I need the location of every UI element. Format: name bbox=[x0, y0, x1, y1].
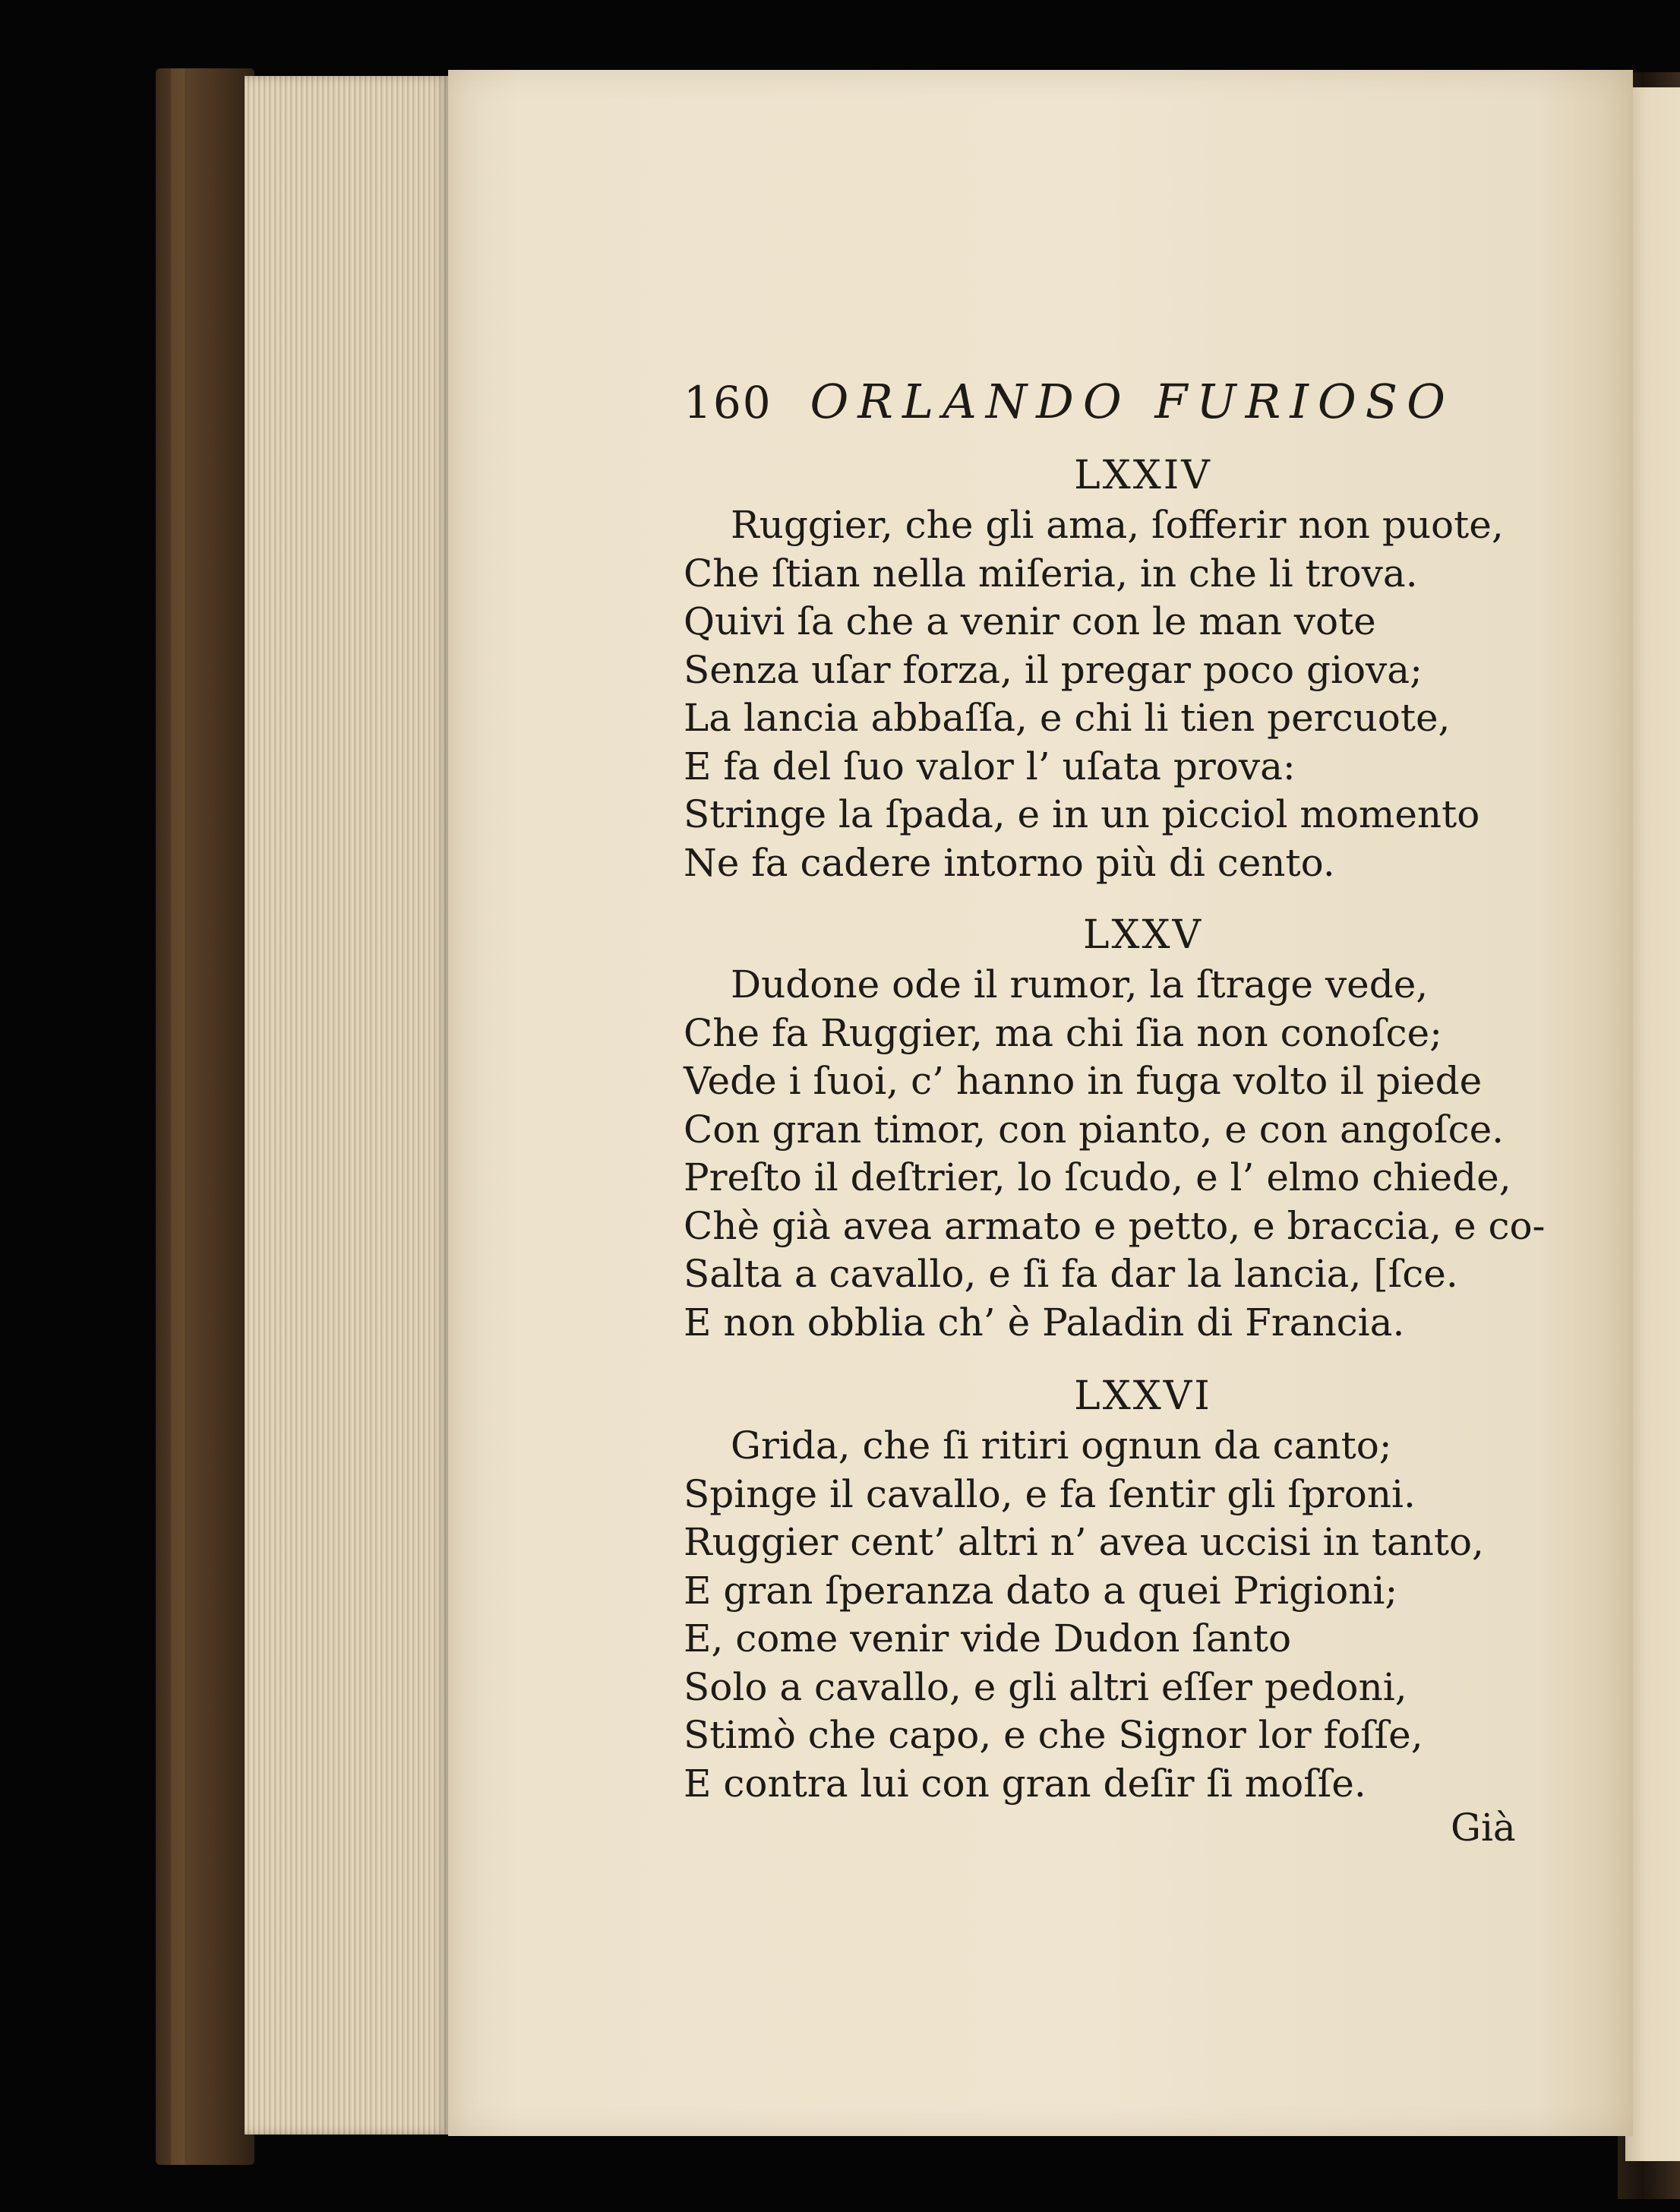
verse-line: Grida, che ſi ritiri ognun da canto; bbox=[731, 1424, 1392, 1468]
verse-line: Solo a cavallo, e gli altri eſſer pedoni, bbox=[684, 1664, 1407, 1709]
stanza bbox=[684, 450, 1519, 887]
verse-line: Ruggier cent’ altri n’ avea uccisi in tanto, bbox=[684, 1520, 1484, 1564]
verse-line: Senza uſar forza, il pregar poco giova; bbox=[684, 647, 1423, 692]
book-cover-left bbox=[156, 68, 254, 2165]
running-title: ORLANDO FURIOSO bbox=[810, 374, 1454, 429]
stanza-number: LXXV bbox=[1082, 912, 1204, 958]
catchword: Già bbox=[1451, 1806, 1516, 1850]
page-number: 160 bbox=[684, 377, 772, 428]
verse-line: E gran ſperanza dato a quei Prigioni; bbox=[684, 1568, 1398, 1613]
verse-line: Salta a cavallo, e ſi fa dar la lancia, [ſce. bbox=[684, 1252, 1458, 1296]
verse-line: Ne fa cadere intorno più di cento. bbox=[684, 840, 1335, 885]
verse-line: Dudone ode il rumor, la ſtrage vede, bbox=[731, 962, 1429, 1006]
verse-line: Spinge il cavallo, e fa ſentir gli ſproni. bbox=[684, 1471, 1416, 1516]
running-header bbox=[684, 374, 1454, 429]
verse-line: Quivi ſa che a venir con le man vote bbox=[684, 599, 1376, 643]
verse-line: Chè già avea armato e petto, e braccia, e co- bbox=[684, 1203, 1546, 1248]
verse-line: Stringe la ſpada, e in un picciol momento bbox=[684, 792, 1480, 836]
verse-line: E fa del ſuo valor l’ uſata prova: bbox=[684, 744, 1296, 788]
verse-line: E, come venir vide Dudon ſanto bbox=[684, 1616, 1292, 1661]
verse-line: Ruggier, che gli ama, ſofferir non puote, bbox=[731, 503, 1504, 547]
verse-line: Con gran timor, con pianto, e con angoſce. bbox=[684, 1107, 1505, 1152]
stanza bbox=[684, 1370, 1519, 1808]
book-page bbox=[448, 70, 1633, 2136]
verse-line: Stimò che capo, e che Signor lor foſſe, bbox=[684, 1713, 1423, 1757]
stanza-number: LXXIV bbox=[1074, 453, 1212, 498]
verse-line: Vede i ſuoi, c’ hanno in fuga volto il piede bbox=[684, 1059, 1483, 1103]
verse-line: Che ſtian nella miſeria, in che li trova. bbox=[684, 551, 1418, 596]
verse-line: E contra lui con gran deſir ſi moſſe. bbox=[684, 1761, 1366, 1806]
verse-line: La lancia abbaſſa, e chi li tien percuote, bbox=[684, 696, 1451, 740]
facing-page-edge bbox=[1625, 87, 1680, 2161]
stanza bbox=[684, 909, 1546, 1347]
page-edges bbox=[245, 76, 450, 2135]
verse-line: Che fa Ruggier, ma chi ſia non conoſce; bbox=[684, 1010, 1442, 1055]
stanza-number: LXXVI bbox=[1074, 1373, 1212, 1419]
page-text bbox=[448, 70, 1633, 2136]
verse-line: E non obblia ch’ è Paladin di Francia. bbox=[684, 1300, 1405, 1345]
verse-line: Preſto il deſtrier, lo ſcudo, e l’ elmo chiede, bbox=[684, 1155, 1511, 1199]
